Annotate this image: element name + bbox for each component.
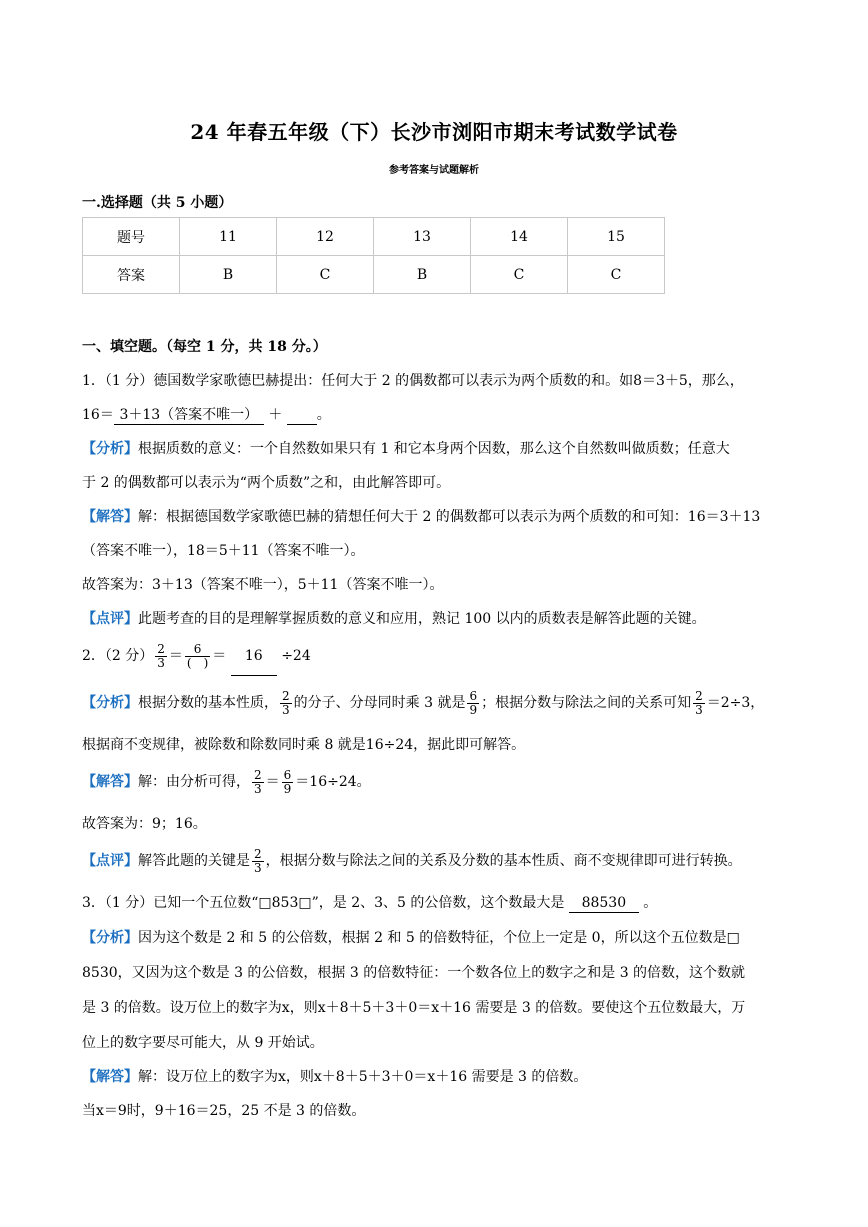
- table-header-cell: 答案: [83, 256, 180, 294]
- numerator: 6: [185, 643, 210, 657]
- q1-text: ＋: [268, 407, 283, 423]
- q1-stem: 1．（1 分）德国数学家歌德巴赫提出：任何大于 2 的偶数都可以表示为两个质数的和。如8＝3＋5，那么，: [82, 373, 744, 389]
- denominator: 9: [469, 702, 478, 717]
- q1-solution-text: 解：根据德国数学家歌德巴赫的猜想任何大于 2 的偶数都可以表示为两个质数的和可知：16＝3＋13: [138, 509, 761, 525]
- page-subtitle: 参考答案与试题解析: [389, 165, 479, 176]
- q2-final-answer: 故答案为：9；16。: [82, 816, 207, 832]
- table-row: [83, 256, 665, 294]
- denominator: 3: [695, 702, 703, 717]
- numerator: 2: [282, 688, 290, 703]
- solution-tag: 【解答】: [82, 774, 138, 790]
- q2-blank: 16: [231, 637, 277, 676]
- q2-text: 根据分数的基本性质，: [138, 695, 278, 711]
- equals: ＝: [168, 648, 183, 664]
- fraction: [282, 769, 294, 796]
- fraction: [252, 769, 264, 796]
- table-cell: 13: [374, 218, 471, 256]
- table-cell: 15: [568, 218, 665, 256]
- analysis-tag: 【分析】: [82, 930, 138, 946]
- fraction: [693, 690, 705, 717]
- q2-text: ；根据分数与除法之间的关系可知: [481, 695, 692, 711]
- denominator: ( ): [186, 655, 209, 670]
- denominator: 3: [282, 702, 290, 717]
- fraction: [280, 690, 292, 717]
- q1-analysis-text: 根据质数的意义：一个自然数如果只有 1 和它本身两个因数，那么这个自然数叫做质数；任意大: [138, 441, 730, 457]
- table-cell: 12: [277, 218, 374, 256]
- denominator: 3: [254, 860, 262, 875]
- numerator: 2: [695, 688, 703, 703]
- analysis-tag: 【分析】: [82, 441, 138, 457]
- q3-text: 3．（1 分）已知一个五位数“□853□”，是 2、3、5 的公倍数，这个数最大是: [82, 895, 565, 911]
- equals: ＝: [212, 648, 227, 664]
- q3-solution-cont: 当x＝9时，9＋16＝25，25 不是 3 的倍数。: [82, 1103, 366, 1119]
- q1-comment: [82, 610, 706, 628]
- fraction: [155, 643, 167, 670]
- comment-tag: 【点评】: [82, 611, 138, 627]
- q3-blank: 88530: [569, 894, 639, 913]
- table-header-cell: 题号: [83, 218, 180, 256]
- q2-text: ，根据分数与除法之间的关系及分数的基本性质、商不变规律即可进行转换。: [265, 853, 742, 869]
- equals: ＝: [265, 774, 280, 790]
- denominator: 3: [254, 781, 262, 796]
- table-cell: C: [568, 256, 665, 294]
- table-cell: 14: [471, 218, 568, 256]
- page-title: 24 年春五年级（下）长沙市浏阳市期末考试数学试卷: [190, 120, 678, 144]
- table-cell: B: [180, 256, 277, 294]
- table-cell: 11: [180, 218, 277, 256]
- q1-solution: [82, 508, 760, 526]
- q3-solution: [82, 1068, 587, 1086]
- q1-comment-text: 此题考查的目的是理解掌握质数的意义和应用，熟记 100 以内的质数表是解答此题的关键。: [138, 611, 706, 627]
- q2-analysis: [82, 684, 764, 722]
- q2-number: 2．（2 分）: [82, 648, 154, 664]
- q2-text: 的分子、分母同时乘 3 就是: [293, 695, 466, 711]
- numerator: 2: [254, 767, 262, 782]
- q2-solution: [82, 763, 371, 801]
- q2-stem: [82, 637, 311, 676]
- denominator: 9: [283, 781, 292, 796]
- q3-analysis-cont: 是 3 的倍数。设万位上的数字为x，则x＋8＋5＋3＋0＝x＋16 需要是 3 的倍数。要使这个五位数最大，万: [82, 1000, 746, 1016]
- q3-analysis-cont: 位上的数字要尽可能大，从 9 开始试。: [82, 1035, 324, 1051]
- q2-comment: [82, 842, 742, 880]
- section-heading-choice: 一.选择题（共 5 小题）: [82, 195, 233, 211]
- solution-tag: 【解答】: [82, 1069, 138, 1085]
- q3-solution-text: 解：设万位上的数字为x，则x＋8＋5＋3＋0＝x＋16 需要是 3 的倍数。: [138, 1069, 588, 1085]
- q1-analysis-cont: 于 2 的偶数都可以表示为“两个质数”之和，由此解答即可。: [82, 475, 451, 491]
- q2-analysis-cont: 根据商不变规律，被除数和除数同时乘 8 就是16÷24，据此即可解答。: [82, 737, 526, 753]
- q2-text: ＝16÷24。: [295, 774, 371, 790]
- q3-analysis: [82, 929, 740, 947]
- q3-stem: [82, 894, 657, 913]
- q1-blank-2: [287, 406, 317, 425]
- fraction: [185, 643, 210, 670]
- q3-analysis-text: 因为这个数是 2 和 5 的公倍数，根据 2 和 5 的倍数特征，个位上一定是 0，所以这个五位数是□: [138, 930, 740, 946]
- q1-blank-1: 3＋13（答案不唯一）: [114, 406, 264, 425]
- section-heading-fill: 一、填空题。（每空 1 分，共 18 分。）: [82, 339, 327, 355]
- q1-stem-blanks: [82, 406, 331, 425]
- q2-text: 解答此题的关键是: [138, 853, 250, 869]
- fraction: [467, 690, 479, 717]
- answer-table: [82, 217, 665, 294]
- numerator: 2: [254, 846, 262, 861]
- denominator: 3: [157, 655, 165, 670]
- q1-solution-cont: （答案不唯一），18＝5＋11（答案不唯一）。: [82, 543, 365, 559]
- q2-text: ＝2÷3，: [706, 695, 765, 711]
- table-cell: C: [471, 256, 568, 294]
- table-cell: B: [374, 256, 471, 294]
- q1-text: 。: [316, 407, 331, 423]
- table-cell: C: [277, 256, 374, 294]
- q2-tail: ÷24: [281, 648, 311, 664]
- table-row: [83, 218, 665, 256]
- comment-tag: 【点评】: [82, 853, 138, 869]
- solution-tag: 【解答】: [82, 509, 138, 525]
- q1-analysis: [82, 440, 730, 458]
- numerator: 6: [283, 767, 292, 782]
- q3-text: 。: [643, 895, 658, 911]
- q2-text: 解：由分析可得，: [138, 774, 250, 790]
- numerator: 2: [157, 641, 165, 656]
- q1-text: 16＝: [82, 407, 114, 423]
- analysis-tag: 【分析】: [82, 695, 138, 711]
- numerator: 6: [469, 688, 478, 703]
- q1-final-answer: 故答案为：3＋13（答案不唯一），5＋11（答案不唯一）。: [82, 577, 444, 593]
- q3-analysis-cont: 8530，又因为这个数是 3 的公倍数，根据 3 的倍数特征：一个数各位上的数字之和是 3 的倍数，这个数就: [82, 965, 746, 981]
- fraction: [252, 848, 264, 875]
